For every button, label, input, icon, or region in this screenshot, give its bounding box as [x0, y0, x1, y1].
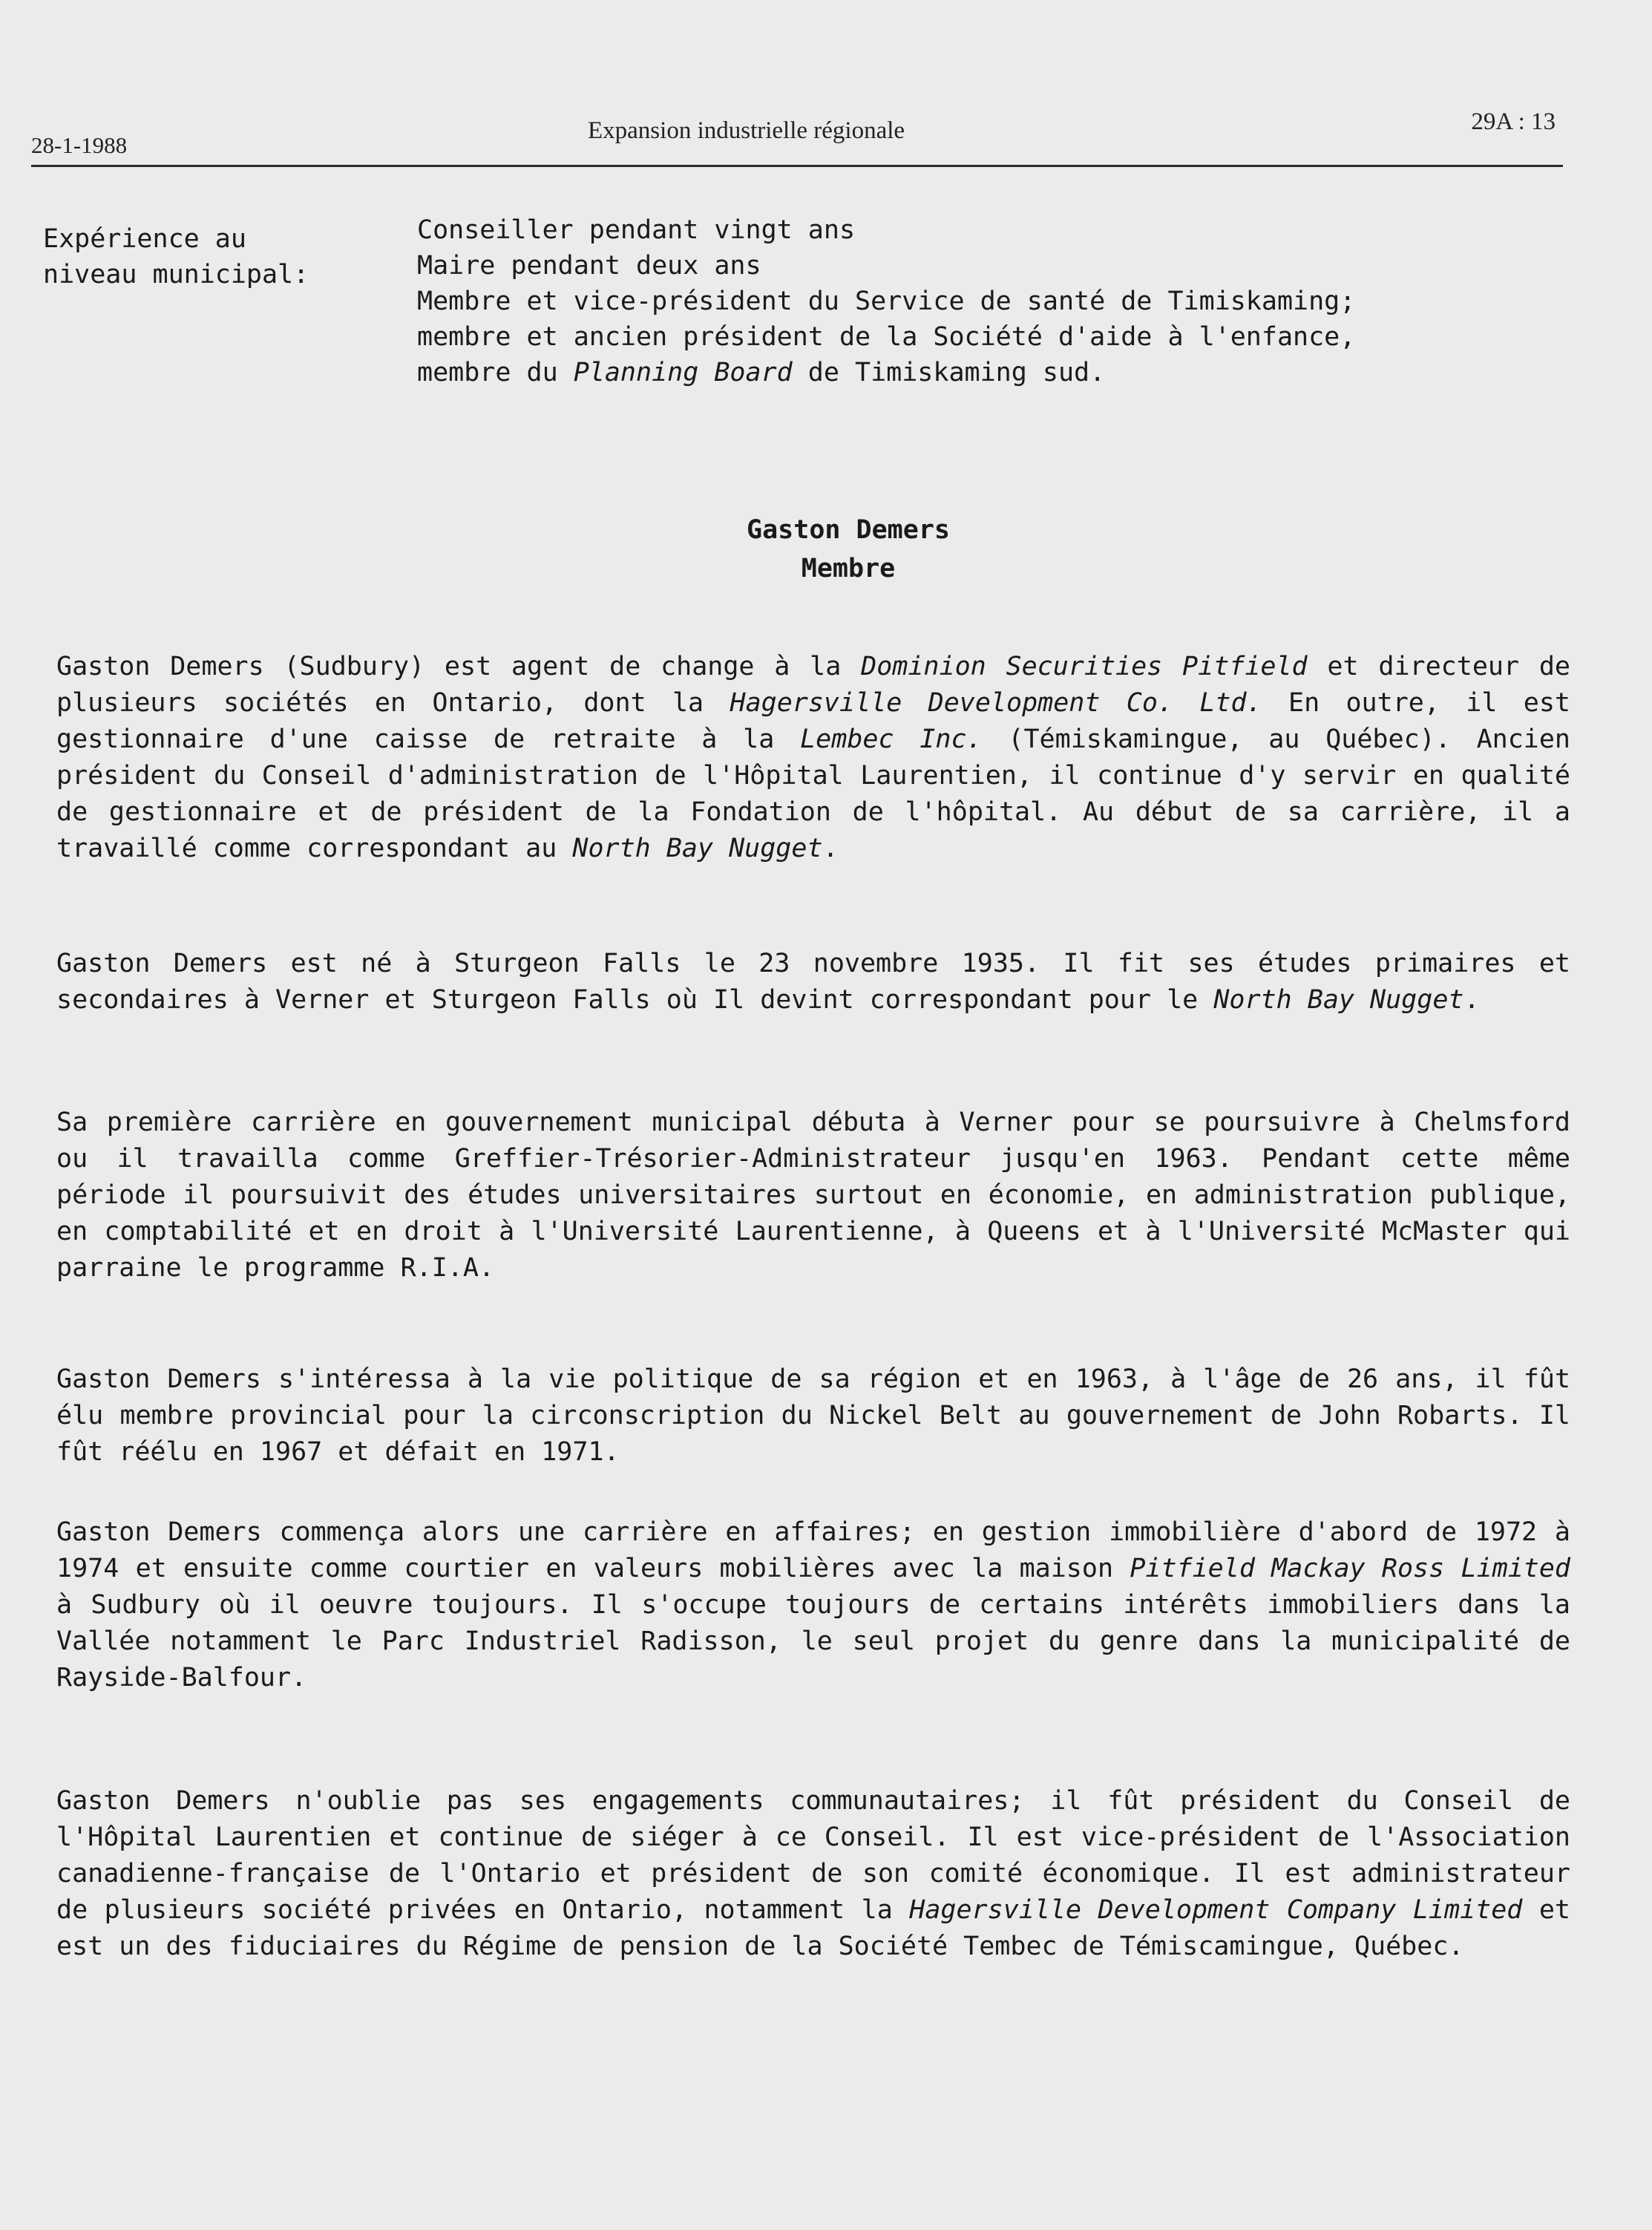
text-run: membre du — [417, 358, 574, 388]
italic-run: Lembec Inc. — [800, 725, 983, 754]
italic-run: North Bay Nugget — [1213, 985, 1464, 1015]
experience-label-line: Expérience au — [43, 224, 246, 254]
italic-run: Dominion Securities Pitfield — [861, 652, 1308, 681]
text-run: Gaston Demers n'oublie pas ses engagements communautaires; il fût président du Conseil de l'Hôpital Laurentien et continue de siéger à ce Conseil. Il est vice-président de l'Association canadienne-française de l'Ontario et président de son comité économique. Il est administrateur de plusieurs société privées en Ontario, notamment la — [56, 1786, 1570, 1925]
header-title: Expansion industrielle régionale — [588, 117, 905, 144]
text-run: et est un des fiduciaires du Régime de pension de la Société Tembec de Témiscamingue, Québec. — [56, 1895, 1570, 1961]
paragraph — [56, 946, 1570, 1018]
experience-line: Maire pendant deux ans — [417, 251, 761, 281]
person-heading — [0, 511, 1652, 588]
paragraph: Sa première carrière en gouvernement municipal débuta à Verner pour se poursuivre à Chelmsford ou il travailla comme Greffier-Trésorier-Administrateur jusqu'en 1963. Pendant cette même période il poursuivit des études universitaires surtout en économie, en administration publique, en comptabilité et en droit à l'Université Laurentienne, à Queens et à l'Université McMaster qui parraine le programme R.I.A. — [56, 1108, 1570, 1283]
text-run: En outre, il est gestionnaire d'une caisse de retraite à la — [56, 688, 1570, 754]
italic-run: Hagersville Development Co. Ltd. — [730, 688, 1262, 718]
text-run: (Témiskamingue, au Québec). Ancien président du Conseil d'administration de l'Hôpital Laurentien, il continue d'y servir en qualité de gestionnaire et de président de la Fondation de l'hôpital. Au début de sa carrière, il a travaillé comme correspondant au — [56, 725, 1571, 863]
experience-label-line: niveau municipal: — [43, 260, 309, 290]
text-run: et directeur de plusieurs sociétés en Ontario, dont la — [56, 652, 1570, 718]
text-run: . — [822, 834, 839, 863]
italic-run: Hagersville Development Company Limited — [909, 1895, 1523, 1925]
experience-line: membre et ancien président de la Société d'aide à l'enfance, — [417, 322, 1356, 352]
paragraph — [56, 1783, 1570, 1965]
text-run: Gaston Demers est né à Sturgeon Falls le 23 novembre 1935. Il fit ses études primaires et secondaires à Verner et Sturgeon Falls où Il devint correspondant pour le — [56, 949, 1570, 1015]
text-run: . — [1463, 985, 1480, 1015]
experience-list — [417, 212, 1545, 390]
header-rule — [31, 165, 1563, 167]
italic-run: Pitfield Mackay Ross Limited — [1130, 1554, 1570, 1583]
person-role: Membre — [801, 554, 896, 583]
paragraph: Gaston Demers s'intéressa à la vie politique de sa région et en 1963, à l'âge de 26 ans, il fût élu membre provincial pour la circonscription du Nickel Belt au gouvernement de John Robarts. Il fût réélu en 1967 et défait en 1971. — [56, 1364, 1570, 1467]
experience-label — [43, 221, 399, 292]
experience-line: Membre et vice-président du Service de santé de Timiskaming; — [417, 287, 1356, 316]
paragraph — [56, 649, 1570, 867]
experience-line: Conseiller pendant vingt ans — [417, 215, 856, 245]
person-name: Gaston Demers — [747, 515, 950, 545]
header-page-number: 29A : 13 — [1471, 108, 1556, 135]
header-date: 28-1-1988 — [31, 132, 128, 158]
text-run: à Sudbury où il oeuvre toujours. Il s'occupe toujours de certains intérêts immobiliers dans la Vallée notamment le Parc Industriel Radisson, le seul projet du genre dans la municipalité de Rayside-Balfour. — [56, 1590, 1570, 1693]
experience-line — [417, 355, 1545, 390]
italic-run: North Bay Nugget — [572, 834, 823, 863]
text-run: de Timiskaming sud. — [792, 358, 1106, 388]
page-header — [31, 108, 1563, 171]
text-run: Gaston Demers commença alors une carrière en affaires; en gestion immobilière d'abord de 1972 à 1974 et ensuite comme courtier en valeurs mobilières avec la maison — [56, 1517, 1570, 1583]
paragraph — [56, 1514, 1570, 1696]
text-run: Gaston Demers (Sudbury) est agent de change à la — [56, 652, 862, 681]
italic-run: Planning Board — [573, 358, 793, 388]
